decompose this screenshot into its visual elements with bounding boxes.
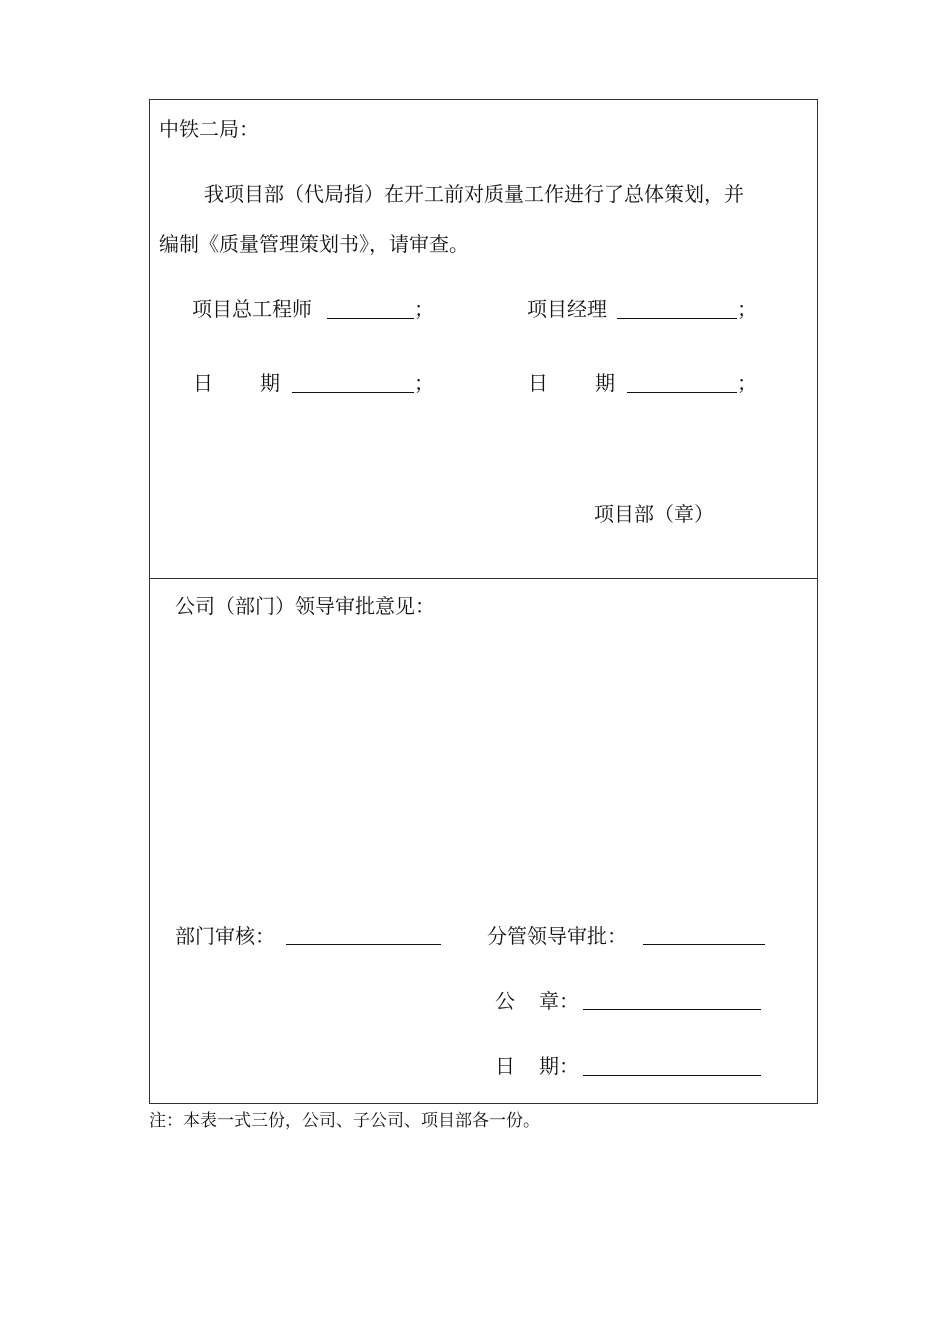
project-dept-seal: 项目部（章） (594, 502, 714, 526)
manager-signature-line[interactable] (617, 318, 737, 319)
date-label-char1: 日 (495, 1054, 515, 1078)
body-line-2: 编制《质量管理策划书》，请审查。 (159, 232, 469, 256)
section-divider (149, 578, 818, 579)
company-seal-line[interactable] (583, 1009, 761, 1010)
date-label-char1: 日 (528, 371, 548, 395)
dept-review-label: 部门审核： (175, 924, 275, 948)
chief-engineer-date-line[interactable] (292, 392, 414, 393)
date-label-char1: 日 (193, 371, 213, 395)
leader-approval-line[interactable] (643, 944, 765, 945)
manager-label: 项目经理 (527, 297, 607, 321)
approval-date-line[interactable] (583, 1075, 761, 1076)
seal-label-char2: 章： (539, 989, 579, 1013)
leader-approval-label: 分管领导审批： (487, 924, 627, 948)
semicolon: ； (414, 371, 434, 395)
chief-engineer-label: 项目总工程师 (192, 297, 312, 321)
opinion-heading: 公司（部门）领导审批意见： (175, 594, 435, 618)
dept-review-line[interactable] (286, 944, 441, 945)
manager-date-line[interactable] (627, 392, 737, 393)
date-label-char2: 期： (539, 1054, 579, 1078)
chief-engineer-signature-line[interactable] (327, 318, 414, 319)
body-line-1: 我项目部（代局指）在开工前对质量工作进行了总体策划，并 (204, 182, 744, 206)
seal-label-char1: 公 (495, 989, 515, 1013)
semicolon: ； (737, 297, 757, 321)
semicolon: ； (737, 371, 757, 395)
addressee: 中铁二局： (159, 117, 259, 141)
footnote: 注：本表一式三份，公司、子公司、项目部各一份。 (149, 1111, 540, 1131)
date-label-char2: 期 (260, 371, 280, 395)
semicolon: ； (414, 297, 434, 321)
date-label-char2: 期 (595, 371, 615, 395)
